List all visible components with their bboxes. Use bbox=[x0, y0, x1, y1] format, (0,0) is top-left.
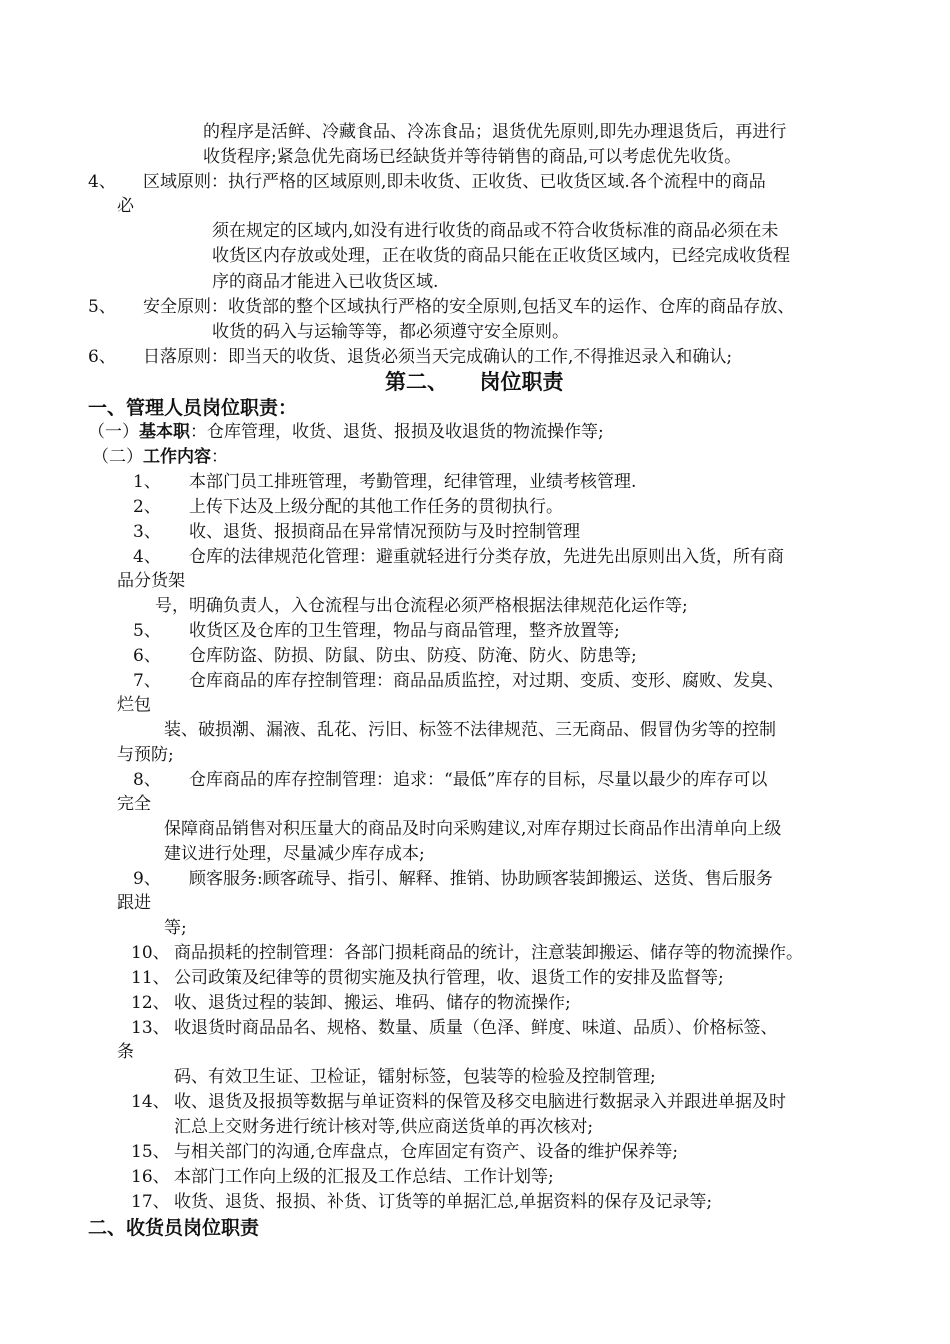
text-line: 跟进 bbox=[117, 893, 151, 913]
text-line: 仓库商品的库存控制管理：商品品质监控，对过期、变质、变形、腐败、发臭、 bbox=[189, 671, 784, 691]
text-line: 汇总上交财务进行统计核对等,供应商送货单的再次核对; bbox=[174, 1117, 594, 1137]
text-line: 装、破损潮、漏液、乱花、污旧、标签不法律规范、三无商品、假冒伪劣等的控制 bbox=[164, 720, 776, 740]
text-line: 收货区内存放或处理，正在收货的商品只能在正收货区域内，已经完成收货程 bbox=[212, 246, 790, 266]
subsection-label: 基本职 bbox=[139, 422, 190, 442]
list-number: 6、 bbox=[88, 347, 116, 367]
text-line: 顾客服务:顾客疏导、指引、解释、推销、协助顾客装卸搬运、送货、售后服务 bbox=[189, 869, 773, 889]
text-line: 烂包 bbox=[117, 695, 151, 715]
list-number: 12、 bbox=[131, 993, 170, 1013]
list-number: 1、 bbox=[133, 472, 161, 492]
text-line: 等; bbox=[164, 918, 187, 938]
subsection-marker: （一） bbox=[88, 422, 139, 442]
text-line: 建议进行处理，尽量减少库存成本; bbox=[164, 844, 425, 864]
text-line: 收退货时商品品名、规格、数量、质量（色泽、鲜度、味道、品质）、价格标签、 bbox=[174, 1018, 778, 1038]
text-line: 须在规定的区域内,如没有进行收货的商品或不符合收货标准的商品必须在未 bbox=[212, 221, 779, 241]
text-line: 仓库的法律规范化管理：避重就轻进行分类存放，先进先出原则出入货，所有商 bbox=[189, 547, 784, 567]
text-line: 保障商品销售对积压量大的商品及时向采购建议,对库存期过长商品作出清单向上级 bbox=[164, 819, 782, 839]
section-title: 第二、 岗位职责 bbox=[385, 370, 564, 394]
list-number: 11、 bbox=[131, 968, 170, 988]
text-line: 完全 bbox=[117, 794, 151, 814]
text-line: 本部门员工排班管理，考勤管理，纪律管理，业绩考核管理. bbox=[189, 472, 637, 492]
list-number: 8、 bbox=[133, 770, 161, 790]
list-number: 9、 bbox=[133, 869, 161, 889]
text-line: 区域原则：执行严格的区域原则,即未收货、正收货、已收货区域.各个流程中的商品 bbox=[143, 172, 766, 192]
text-line bbox=[92, 446, 228, 468]
text-line: 条 bbox=[117, 1042, 134, 1062]
text-line: 必 bbox=[117, 196, 134, 216]
text-line: 收、退货、报损商品在异常情况预防与及时控制管理 bbox=[189, 522, 580, 542]
text-line: 序的商品才能进入已收货区域. bbox=[212, 272, 439, 292]
section-heading: 一、管理人员岗位职责： bbox=[88, 397, 298, 419]
list-number: 16、 bbox=[131, 1167, 170, 1187]
text-line: 与相关部门的沟通,仓库盘点，仓库固定有资产、设备的维护保养等; bbox=[174, 1142, 679, 1162]
list-number: 5、 bbox=[88, 297, 116, 317]
text-line: 收、退货及报损等数据与单证资料的保管及移交电脑进行数据录入并跟进单据及时 bbox=[174, 1092, 786, 1112]
text-line: 的程序是活鲜、冷藏食品、冷冻食品；退货优先原则,即先办理退货后，再进行 bbox=[203, 122, 787, 142]
list-number: 17、 bbox=[131, 1192, 170, 1212]
text-line: 本部门工作向上级的汇报及工作总结、工作计划等; bbox=[174, 1167, 554, 1187]
text-line: 仓库防盗、防损、防鼠、防虫、防疫、防淹、防火、防患等; bbox=[189, 646, 637, 666]
list-number: 2、 bbox=[133, 497, 161, 517]
list-number: 10、 bbox=[131, 943, 170, 963]
text-line: 安全原则：收货部的整个区域执行严格的安全原则,包括叉车的运作、仓库的商品存放、 bbox=[143, 297, 795, 317]
text-line: 上传下达及上级分配的其他工作任务的贯彻执行。 bbox=[189, 497, 563, 517]
subsection-text: ：仓库管理，收货、退货、报损及收退货的物流操作等; bbox=[190, 422, 604, 442]
list-number: 13、 bbox=[131, 1018, 170, 1038]
text-line: 码、有效卫生证、卫检证，镭射标签，包装等的检验及控制管理; bbox=[174, 1067, 656, 1087]
subsection-text: ： bbox=[211, 447, 228, 467]
text-line: 收、退货过程的装卸、搬运、堆码、储存的物流操作; bbox=[174, 993, 571, 1013]
text-line: 收货、退货、报损、补货、订货等的单据汇总,单据资料的保存及记录等; bbox=[174, 1192, 713, 1212]
text-line: 号，明确负责人，入仓流程与出仓流程必须严格根据法律规范化运作等; bbox=[155, 596, 688, 616]
list-number: 7、 bbox=[133, 671, 161, 691]
text-line: 收货的码入与运输等等，都必须遵守安全原则。 bbox=[212, 322, 569, 342]
list-number: 14、 bbox=[131, 1092, 170, 1112]
list-number: 3、 bbox=[133, 522, 161, 542]
subsection-marker: （二） bbox=[92, 447, 143, 467]
section-heading: 二、收货员岗位职责 bbox=[88, 1217, 260, 1239]
list-number: 6、 bbox=[133, 646, 161, 666]
list-number: 15、 bbox=[131, 1142, 170, 1162]
text-line: 与预防; bbox=[117, 745, 174, 765]
text-line: 公司政策及纪律等的贯彻实施及执行管理，收、退货工作的安排及监督等; bbox=[174, 968, 724, 988]
list-number: 4、 bbox=[133, 547, 161, 567]
text-line: 收货区及仓库的卫生管理，物品与商品管理，整齐放置等; bbox=[189, 621, 620, 641]
list-number: 5、 bbox=[133, 621, 161, 641]
subsection-label: 工作内容 bbox=[143, 447, 211, 467]
text-line bbox=[88, 421, 604, 443]
text-line: 品分货架 bbox=[117, 571, 185, 591]
text-line: 日落原则：即当天的收货、退货必须当天完成确认的工作,不得推迟录入和确认; bbox=[143, 347, 733, 367]
list-number: 4、 bbox=[88, 172, 116, 192]
text-line: 收货程序;紧急优先商场已经缺货并等待销售的商品,可以考虑优先收货。 bbox=[203, 147, 742, 167]
text-line: 仓库商品的库存控制管理：追求：“最低”库存的目标，尽量以最少的库存可以 bbox=[189, 770, 768, 790]
text-line: 商品损耗的控制管理：各部门损耗商品的统计，注意装卸搬运、储存等的物流操作。 bbox=[174, 943, 803, 963]
